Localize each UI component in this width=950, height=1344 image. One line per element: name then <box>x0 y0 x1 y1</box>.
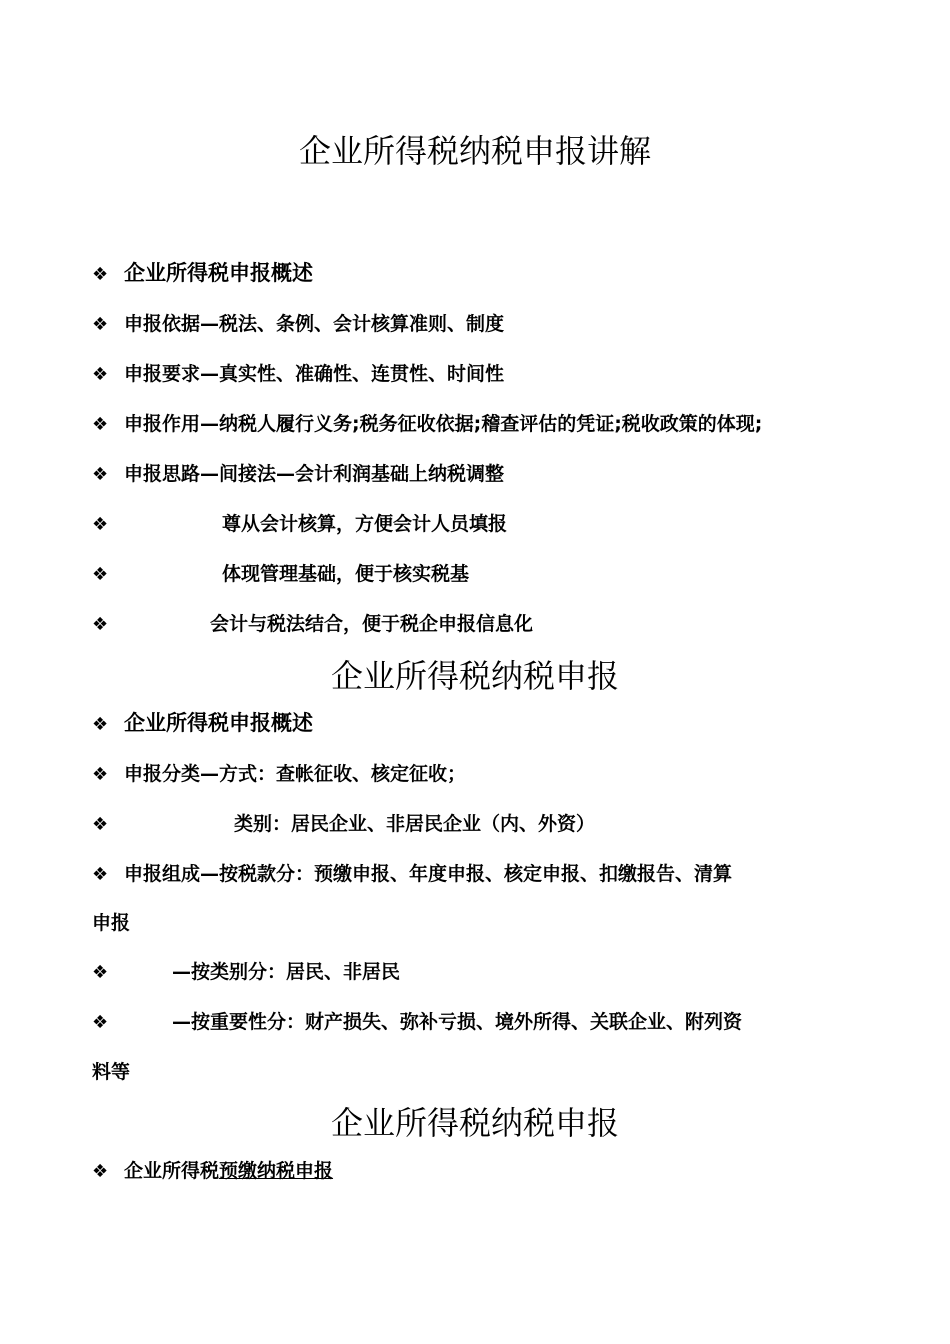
list-item: ❖ 申报要求—真实性、准确性、连贯性、时间性 <box>92 360 504 389</box>
list-item: ❖ 体现管理基础，便于核实税基 <box>92 560 469 589</box>
diamond-bullet-icon: ❖ <box>92 1161 109 1182</box>
diamond-bullet-icon: ❖ <box>92 514 109 535</box>
list-item-continuation: 料等 <box>92 1061 131 1083</box>
list-item-continuation: 申报 <box>92 912 131 934</box>
list-item: ❖ 类别：居民企业、非居民企业（内、外资） <box>92 810 595 839</box>
list-item: ❖ 申报作用—纳税人履行义务;税务征收依据;稽查评估的凭证;税收政策的体现; <box>92 410 762 439</box>
diamond-bullet-icon: ❖ <box>92 414 109 435</box>
section-heading <box>92 259 313 289</box>
diamond-bullet-icon: ❖ <box>92 764 109 785</box>
section-heading <box>92 709 313 739</box>
section-heading: ❖ 企业所得税预缴纳税申报 <box>92 1157 333 1186</box>
section-heading-text: 企业所得税申报概述 <box>124 711 313 735</box>
list-item: ❖ 申报依据—税法、条例、会计核算准则、制度 <box>92 310 504 339</box>
list-item: ❖ 尊从会计核算，方便会计人员填报 <box>92 510 507 539</box>
list-item: ❖ —按重要性分：财产损失、弥补亏损、境外所得、关联企业、附列资 <box>92 1008 742 1037</box>
diamond-bullet-icon: ❖ <box>92 1012 109 1033</box>
diamond-bullet-icon: ❖ <box>92 714 109 735</box>
list-item: ❖ 会计与税法结合，便于税企申报信息化 <box>92 610 533 639</box>
diamond-bullet-icon: ❖ <box>92 814 109 835</box>
list-item: ❖ —按类别分：居民、非居民 <box>92 958 400 987</box>
diamond-bullet-icon: ❖ <box>92 314 109 335</box>
diamond-bullet-icon: ❖ <box>92 364 109 385</box>
diamond-bullet-icon: ❖ <box>92 864 109 885</box>
section-title: 企业所得税纳税申报 <box>330 657 619 695</box>
list-item: ❖ 申报分类—方式：查帐征收、核定征收； <box>92 760 466 789</box>
list-item: ❖ 申报组成—按税款分：预缴申报、年度申报、核定申报、扣缴报告、清算 <box>92 860 732 889</box>
diamond-bullet-icon: ❖ <box>92 464 109 485</box>
section-title: 企业所得税纳税申报 <box>330 1104 619 1142</box>
section-heading-text: 企业所得税申报概述 <box>124 261 313 285</box>
diamond-bullet-icon: ❖ <box>92 614 109 635</box>
diamond-bullet-icon: ❖ <box>92 962 109 983</box>
list-item: ❖ 申报思路—间接法—会计利润基础上纳税调整 <box>92 460 504 489</box>
diamond-bullet-icon: ❖ <box>92 564 109 585</box>
underlined-text: 预缴纳税申报 <box>219 1160 334 1182</box>
document-title: 企业所得税纳税申报讲解 <box>298 132 651 170</box>
diamond-bullet-icon: ❖ <box>92 264 109 285</box>
